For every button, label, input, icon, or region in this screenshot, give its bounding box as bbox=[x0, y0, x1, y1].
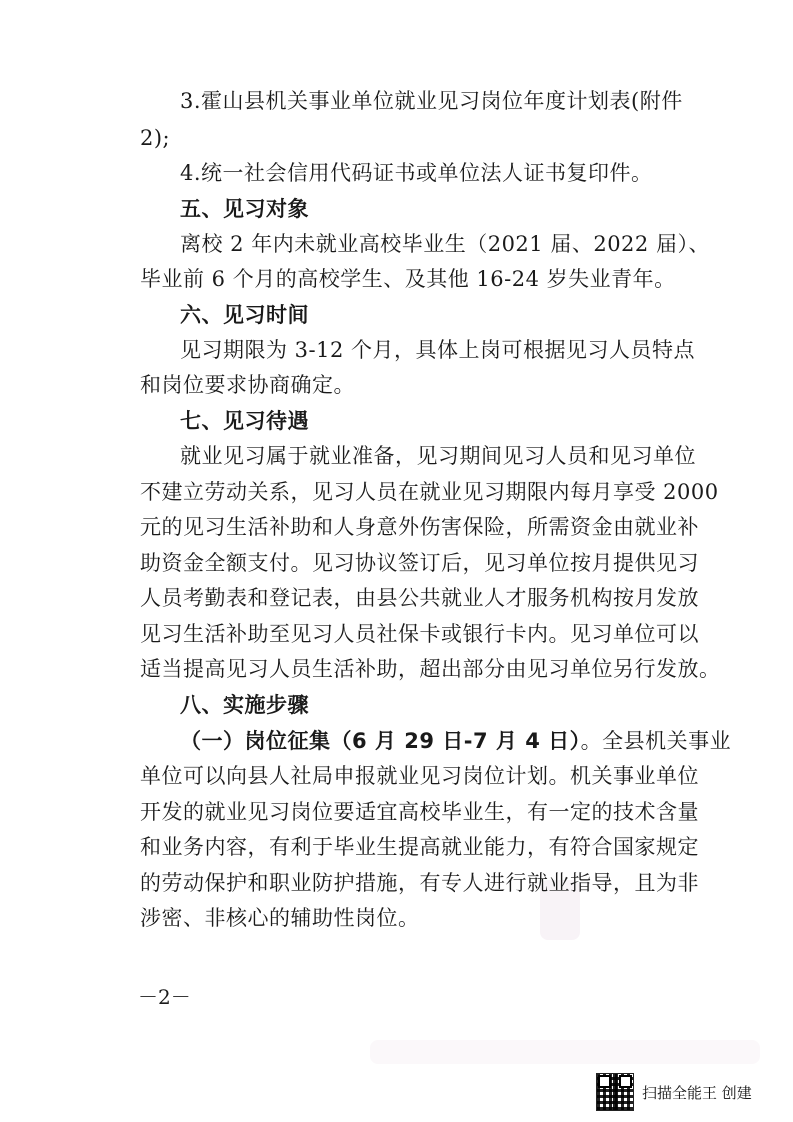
paragraph-line: 毕业前 6 个月的高校学生、及其他 16-24 岁失业青年。 bbox=[140, 267, 676, 291]
paragraph-line: 元的见习生活补助和人身意外伤害保险，所需资金由就业补 bbox=[140, 515, 699, 539]
paragraph-line: 和业务内容，有利于毕业生提高就业能力，有符合国家规定 bbox=[140, 835, 699, 859]
section-heading-7: 七、见习待遇 bbox=[180, 409, 309, 433]
list-item-4: 4.统一社会信用代码证书或单位法人证书复印件。 bbox=[180, 161, 653, 185]
paragraph-line: 见习期限为 3-12 个月，具体上岗可根据见习人员特点 bbox=[180, 338, 696, 362]
subsection-lead-rest: 。全县机关事业 bbox=[580, 729, 732, 753]
paragraph-line: 和岗位要求协商确定。 bbox=[140, 373, 355, 397]
paragraph-line: 的劳动保护和职业防护措施，有专人进行就业指导，且为非 bbox=[140, 871, 699, 895]
list-item-3: 3.霍山县机关事业单位就业见习岗位年度计划表(附件 bbox=[180, 89, 683, 113]
paragraph-line: 离校 2 年内未就业高校毕业生（2021 届、2022 届）、 bbox=[180, 232, 710, 256]
paragraph-line: 见习生活补助至见习人员社保卡或银行卡内。见习单位可以 bbox=[140, 622, 699, 646]
paragraph-line: 人员考勤表和登记表，由县公共就业人才服务机构按月发放 bbox=[140, 586, 699, 610]
section-heading-5: 五、见习对象 bbox=[180, 197, 309, 221]
qr-code-icon bbox=[596, 1073, 634, 1111]
section-heading-8: 八、实施步骤 bbox=[180, 693, 309, 717]
paragraph-line: 就业见习属于就业准备，见习期间见习人员和见习单位 bbox=[180, 444, 696, 468]
list-item-3-cont: 2); bbox=[140, 126, 171, 150]
paragraph-line: 单位可以向县人社局申报就业见习岗位计划。机关事业单位 bbox=[140, 764, 699, 788]
page-number: －2－ bbox=[138, 985, 191, 1009]
paragraph-line: 涉密、非核心的辅助性岗位。 bbox=[140, 906, 420, 930]
section-heading-6: 六、见习时间 bbox=[180, 303, 309, 327]
watermark-text: 扫描全能王 创建 bbox=[642, 1083, 752, 1102]
subsection-lead: （一）岗位征集（6 月 29 日-7 月 4 日） bbox=[180, 729, 581, 753]
paragraph-line: 不建立劳动关系，见习人员在就业见习期限内每月享受 2000 bbox=[140, 480, 719, 504]
paragraph-line: 助资金全额支付。见习协议签订后，见习单位按月提供见习 bbox=[140, 551, 699, 575]
paragraph-line: 开发的就业见习岗位要适宜高校毕业生，有一定的技术含量 bbox=[140, 800, 699, 824]
scan-artifact bbox=[370, 1040, 760, 1064]
paragraph-line: 适当提高见习人员生活补助，超出部分由见习单位另行发放。 bbox=[140, 657, 721, 681]
paragraph-line bbox=[180, 726, 732, 756]
scanner-watermark bbox=[596, 1072, 752, 1112]
